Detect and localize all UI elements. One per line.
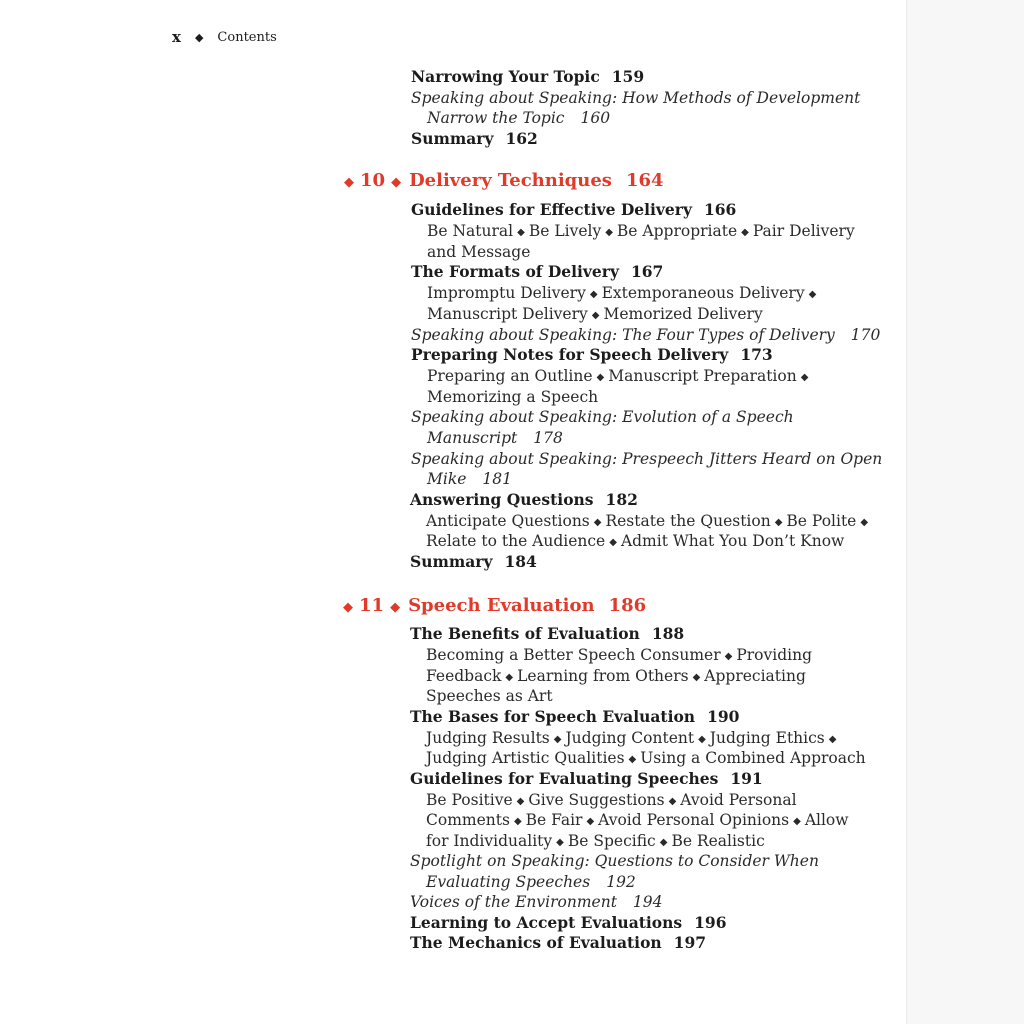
bullet-icon: ◆ <box>553 734 562 745</box>
toc-heading[interactable]: Preparing Notes for Speech Delivery 173 <box>411 345 773 364</box>
bullet-icon: ◆ <box>586 816 595 827</box>
toc-subtopics: Judging Artistic Qualities ◆ Using a Combined Approach <box>426 749 866 767</box>
toc-heading[interactable]: Guidelines for Evaluating Speeches 191 <box>410 769 763 788</box>
bullet-icon: ◆ <box>828 734 837 745</box>
toc-subtopics: and Message <box>427 243 531 261</box>
bullet-icon: ◆ <box>589 289 598 300</box>
toc-subtopics: Be Positive ◆ Give Suggestions ◆ Avoid Personal <box>426 791 797 809</box>
diamond-icon: ◆ <box>194 30 204 44</box>
toc-subtopics: Speeches as Art <box>426 687 553 705</box>
bullet-icon: ◆ <box>741 227 749 238</box>
bullet-icon: ◆ <box>808 289 817 300</box>
diamond-icon: ◆ <box>391 175 402 190</box>
bullet-icon: ◆ <box>659 837 668 848</box>
bullet-icon: ◆ <box>505 672 514 683</box>
diamond-icon: ◆ <box>390 600 401 615</box>
toc-heading[interactable]: Guidelines for Effective Delivery 166 <box>411 200 737 219</box>
chapter-10-heading[interactable]: ◆ 10 ◆ Delivery Techniques 164 <box>344 170 664 191</box>
toc-sidebar-entry[interactable]: Voices of the Environment 194 <box>410 893 663 911</box>
bullet-icon: ◆ <box>668 796 677 807</box>
toc-heading[interactable]: Narrowing Your Topic 159 <box>411 67 645 86</box>
bullet-icon: ◆ <box>513 816 522 827</box>
toc-subtopics: Preparing an Outline ◆ Manuscript Preparation ◆ <box>427 367 809 385</box>
bullet-icon: ◆ <box>517 227 525 238</box>
bullet-icon: ◆ <box>556 837 564 848</box>
toc-subtopics: Judging Results ◆ Judging Content ◆ Judging Ethics ◆ <box>426 729 837 747</box>
toc-sidebar-entry[interactable]: Manuscript 178 <box>427 429 563 447</box>
toc-subtopics: Feedback ◆ Learning from Others ◆ Appreciating <box>426 667 806 685</box>
toc-heading[interactable]: The Bases for Speech Evaluation 190 <box>410 707 740 726</box>
toc-subtopics: Comments ◆ Be Fair ◆ Avoid Personal Opinions ◆ Allow <box>426 811 849 829</box>
running-head <box>172 27 277 47</box>
bullet-icon: ◆ <box>800 372 809 383</box>
page-edge <box>906 0 1024 1024</box>
bullet-icon: ◆ <box>591 310 600 321</box>
diamond-icon: ◆ <box>343 600 353 615</box>
bullet-icon: ◆ <box>724 651 733 662</box>
toc-heading[interactable]: Answering Questions 182 <box>410 490 638 509</box>
toc-subtopics: for Individuality ◆ Be Specific ◆ Be Realistic <box>426 832 765 850</box>
toc-summary[interactable]: Summary 162 <box>411 129 538 148</box>
toc-sidebar-entry[interactable]: Narrow the Topic 160 <box>427 109 611 127</box>
bullet-icon: ◆ <box>860 517 869 528</box>
toc-sidebar-entry[interactable]: Mike 181 <box>427 470 512 488</box>
toc-subtopics: Memorizing a Speech <box>427 388 599 406</box>
toc-heading[interactable]: The Formats of Delivery 167 <box>411 262 664 281</box>
toc-sidebar-entry[interactable]: Evaluating Speeches 192 <box>426 873 636 891</box>
toc-sidebar-entry[interactable]: Speaking about Speaking: Evolution of a Speech <box>411 408 794 426</box>
toc-subtopics: Anticipate Questions ◆ Restate the Question ◆ Be Polite ◆ <box>426 512 869 530</box>
bullet-icon: ◆ <box>605 227 613 238</box>
bullet-icon: ◆ <box>593 517 602 528</box>
toc-heading[interactable]: The Benefits of Evaluation 188 <box>410 624 685 643</box>
toc-sidebar-entry[interactable]: Speaking about Speaking: Prespeech Jitters Heard on Open <box>411 450 883 468</box>
bullet-icon: ◆ <box>609 537 617 548</box>
toc-heading[interactable]: Learning to Accept Evaluations 196 <box>410 913 727 932</box>
running-head-title: Contents <box>217 29 277 45</box>
toc-subtopics: Relate to the Audience ◆ Admit What You Don’t Know <box>426 532 845 550</box>
toc-sidebar-entry[interactable]: Speaking about Speaking: The Four Types of Delivery 170 <box>411 326 881 344</box>
bullet-icon: ◆ <box>516 796 525 807</box>
bullet-icon: ◆ <box>698 734 706 745</box>
bullet-icon: ◆ <box>774 517 783 528</box>
toc-heading[interactable]: The Mechanics of Evaluation 197 <box>410 933 707 952</box>
bullet-icon: ◆ <box>628 754 637 765</box>
bullet-icon: ◆ <box>596 372 605 383</box>
toc-sidebar-entry[interactable]: Speaking about Speaking: How Methods of Development <box>411 89 861 107</box>
diamond-icon: ◆ <box>344 175 354 190</box>
chapter-11-heading[interactable]: ◆ 11 ◆ Speech Evaluation 186 <box>343 595 647 616</box>
toc-subtopics: Manuscript Delivery ◆ Memorized Delivery <box>427 305 763 323</box>
bullet-icon: ◆ <box>692 672 701 683</box>
toc-subtopics: Be Natural ◆ Be Lively ◆ Be Appropriate ◆ Pair Delivery <box>427 222 855 240</box>
toc-sidebar-entry[interactable]: Spotlight on Speaking: Questions to Consider When <box>410 852 819 870</box>
toc-subtopics: Impromptu Delivery ◆ Extemporaneous Delivery ◆ <box>427 284 817 302</box>
page-folio: x <box>172 28 181 46</box>
toc-summary[interactable]: Summary 184 <box>410 552 537 571</box>
bullet-icon: ◆ <box>793 816 801 827</box>
toc-subtopics: Becoming a Better Speech Consumer ◆ Providing <box>426 646 813 664</box>
